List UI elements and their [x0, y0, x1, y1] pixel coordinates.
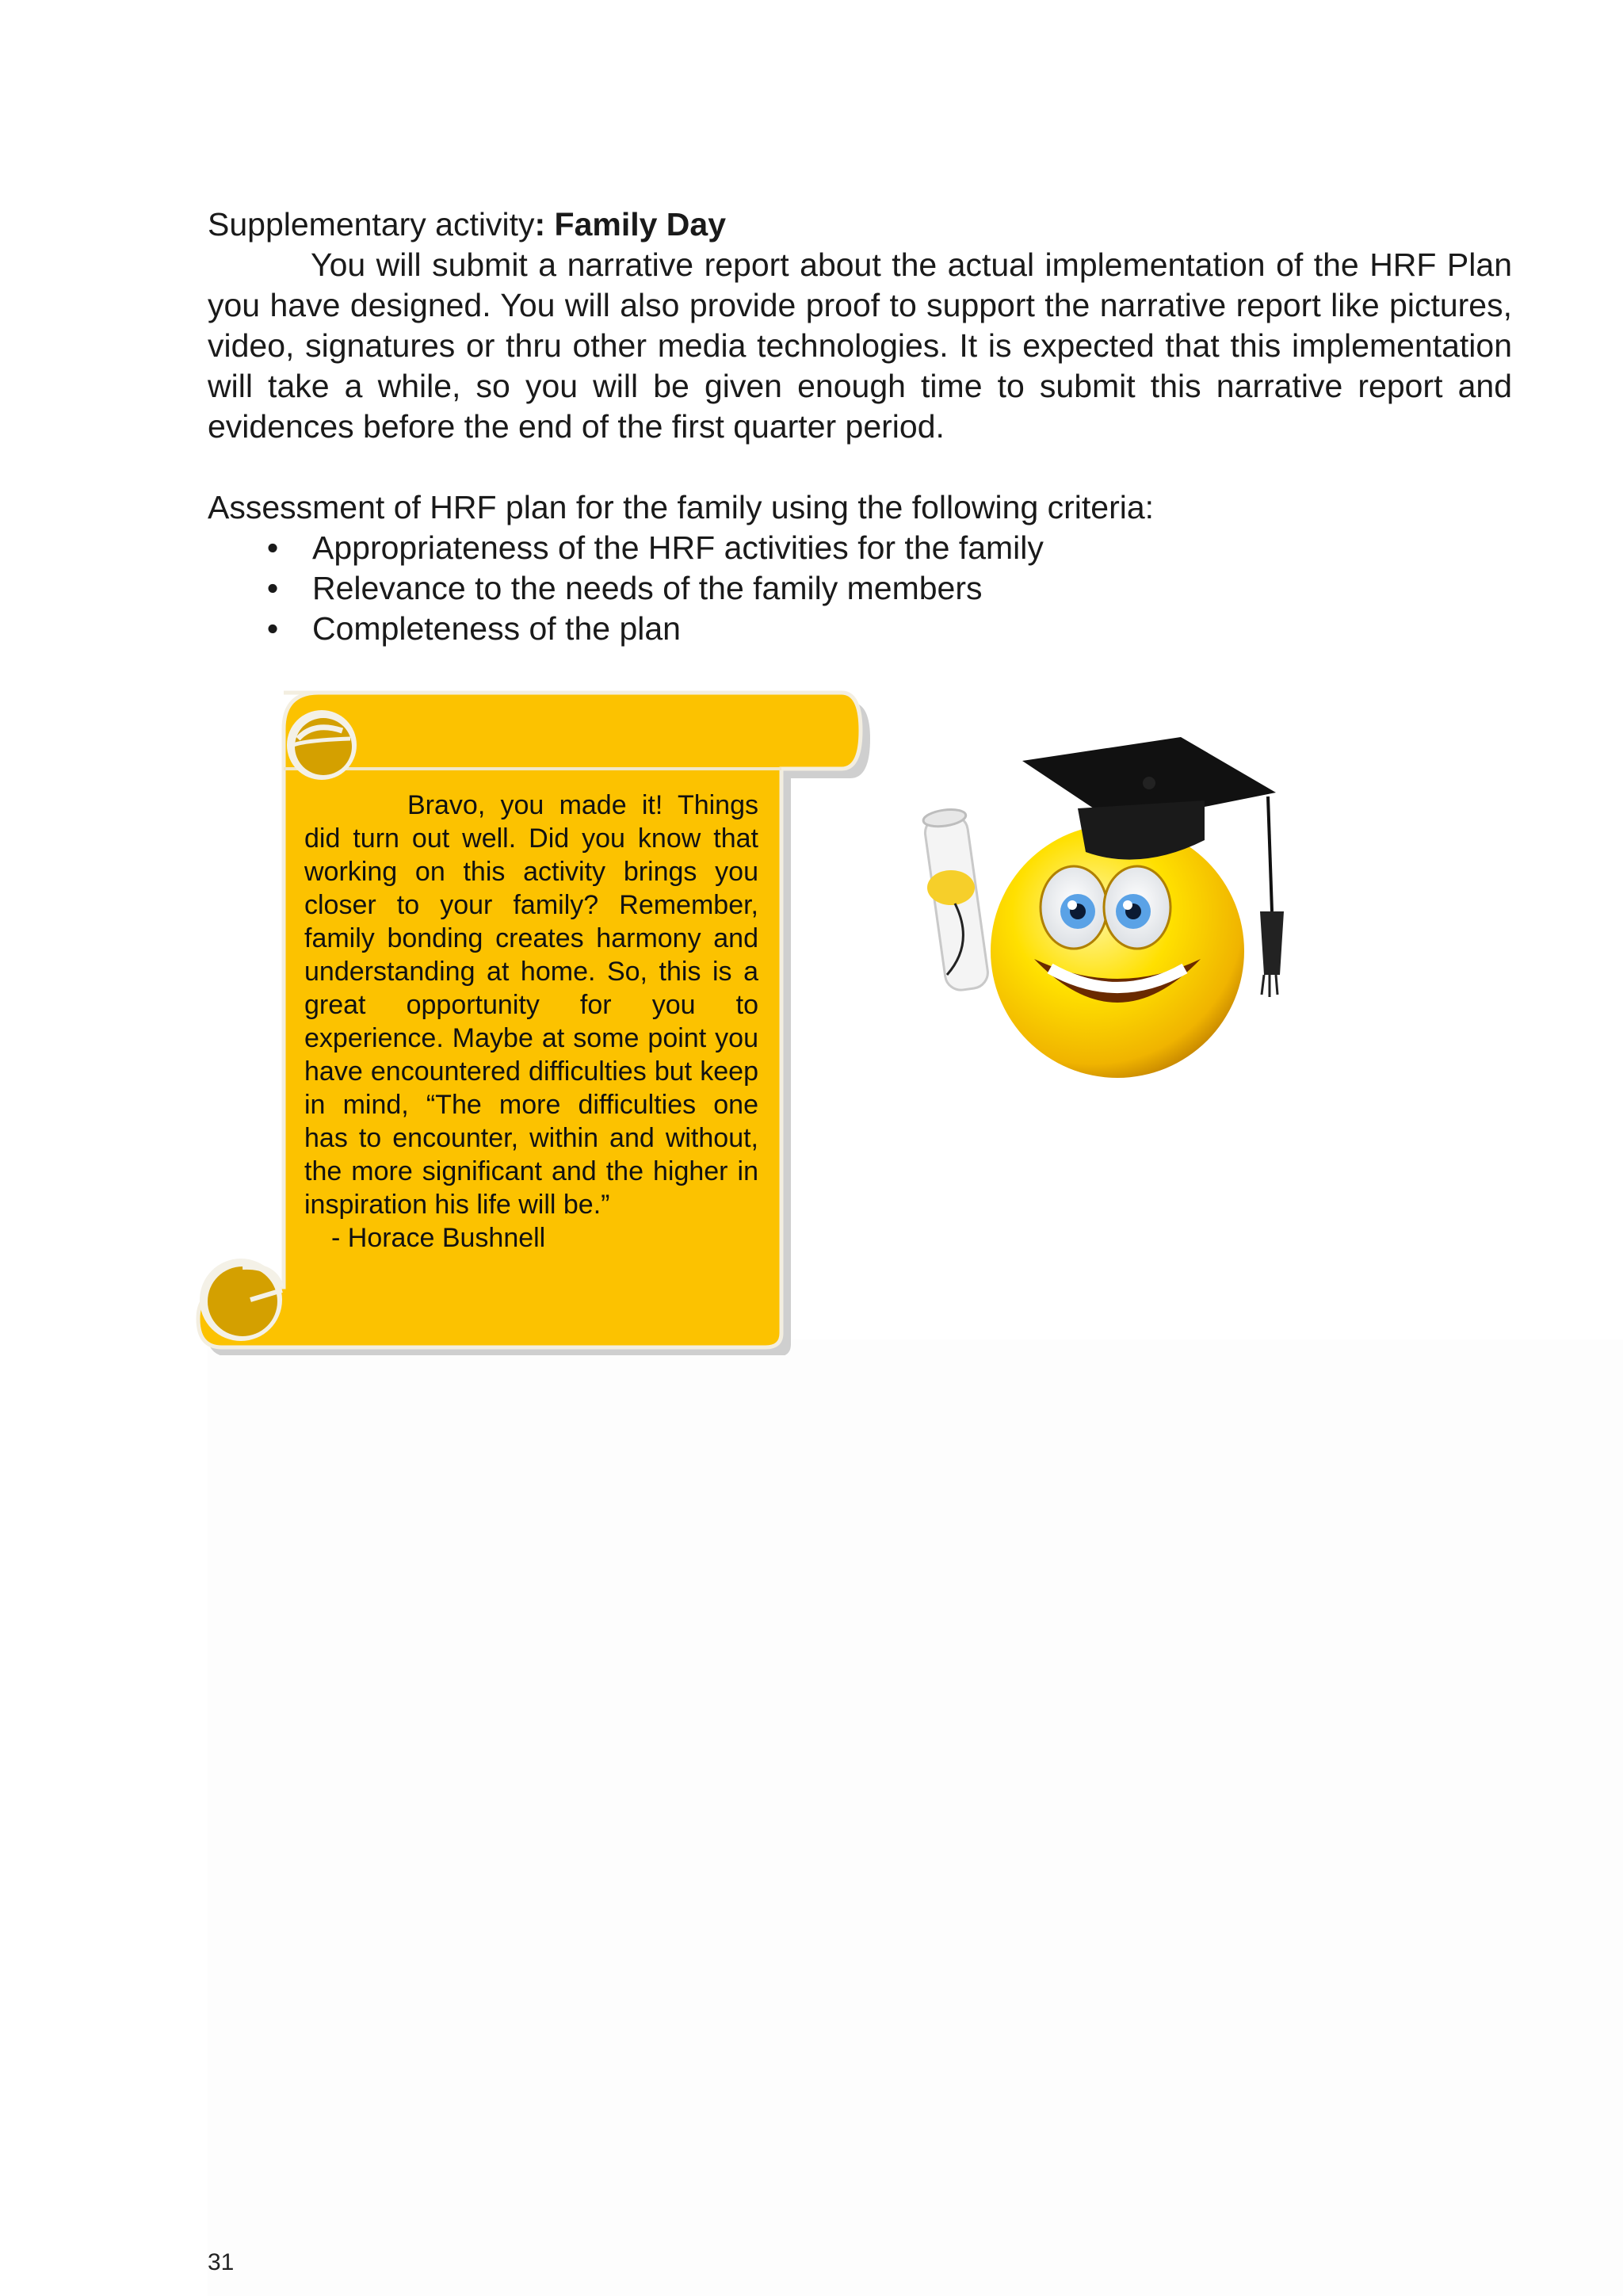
activity-heading	[208, 204, 1512, 245]
criteria-text: Relevance to the needs of the family members	[312, 570, 983, 606]
bullet-icon: •	[266, 529, 279, 566]
heading-prefix: Supplementary activity	[208, 206, 535, 243]
scroll-quote	[304, 789, 758, 1255]
graduate-smiley-icon	[880, 721, 1339, 1102]
assessment-lead: Assessment of HRF plan for the family using the following criteria:	[208, 489, 1155, 525]
criteria-item	[208, 609, 1512, 649]
criteria-text: Completeness of the plan	[312, 610, 681, 647]
quote-text: Bravo, you made it! Things did turn out well. Did you know that working on this activity brings you closer to your family? Remember, family bonding creates harmony and understanding at home. So, this is a great opportunity for you to experience. Maybe at some point you have encountered difficulties but keep in mind, “The more difficulties one has to encounter, within and without, the more significant and the higher in inspiration his life will be.”	[304, 790, 758, 1220]
criteria-item	[208, 528, 1512, 568]
page-background	[208, 1339, 1623, 2296]
heading-title: Family Day	[554, 206, 727, 243]
criteria-text: Appropriateness of the HRF activities for the family	[312, 529, 1044, 566]
page-number: 31	[208, 2249, 235, 2275]
intro-paragraph: You will submit a narrative report about the actual implementation of the HRF Plan you have designed. You will also provide proof to support the narrative report like pictures, video, signatures or thru other media technologies. It is expected that this implementation will take a while, so you will be given enough time to submit this narrative report and evidences before the end of the first quarter period.	[208, 246, 1512, 445]
bullet-icon: •	[266, 610, 279, 647]
criteria-item	[208, 568, 1512, 609]
criteria-list	[208, 528, 1512, 649]
quote-attribution: - Horace Bushnell	[331, 1223, 546, 1253]
main-content	[208, 204, 1512, 649]
graduate-smiley-drawing	[880, 721, 1339, 1102]
heading-colon: :	[534, 206, 546, 243]
bullet-icon: •	[266, 570, 279, 606]
